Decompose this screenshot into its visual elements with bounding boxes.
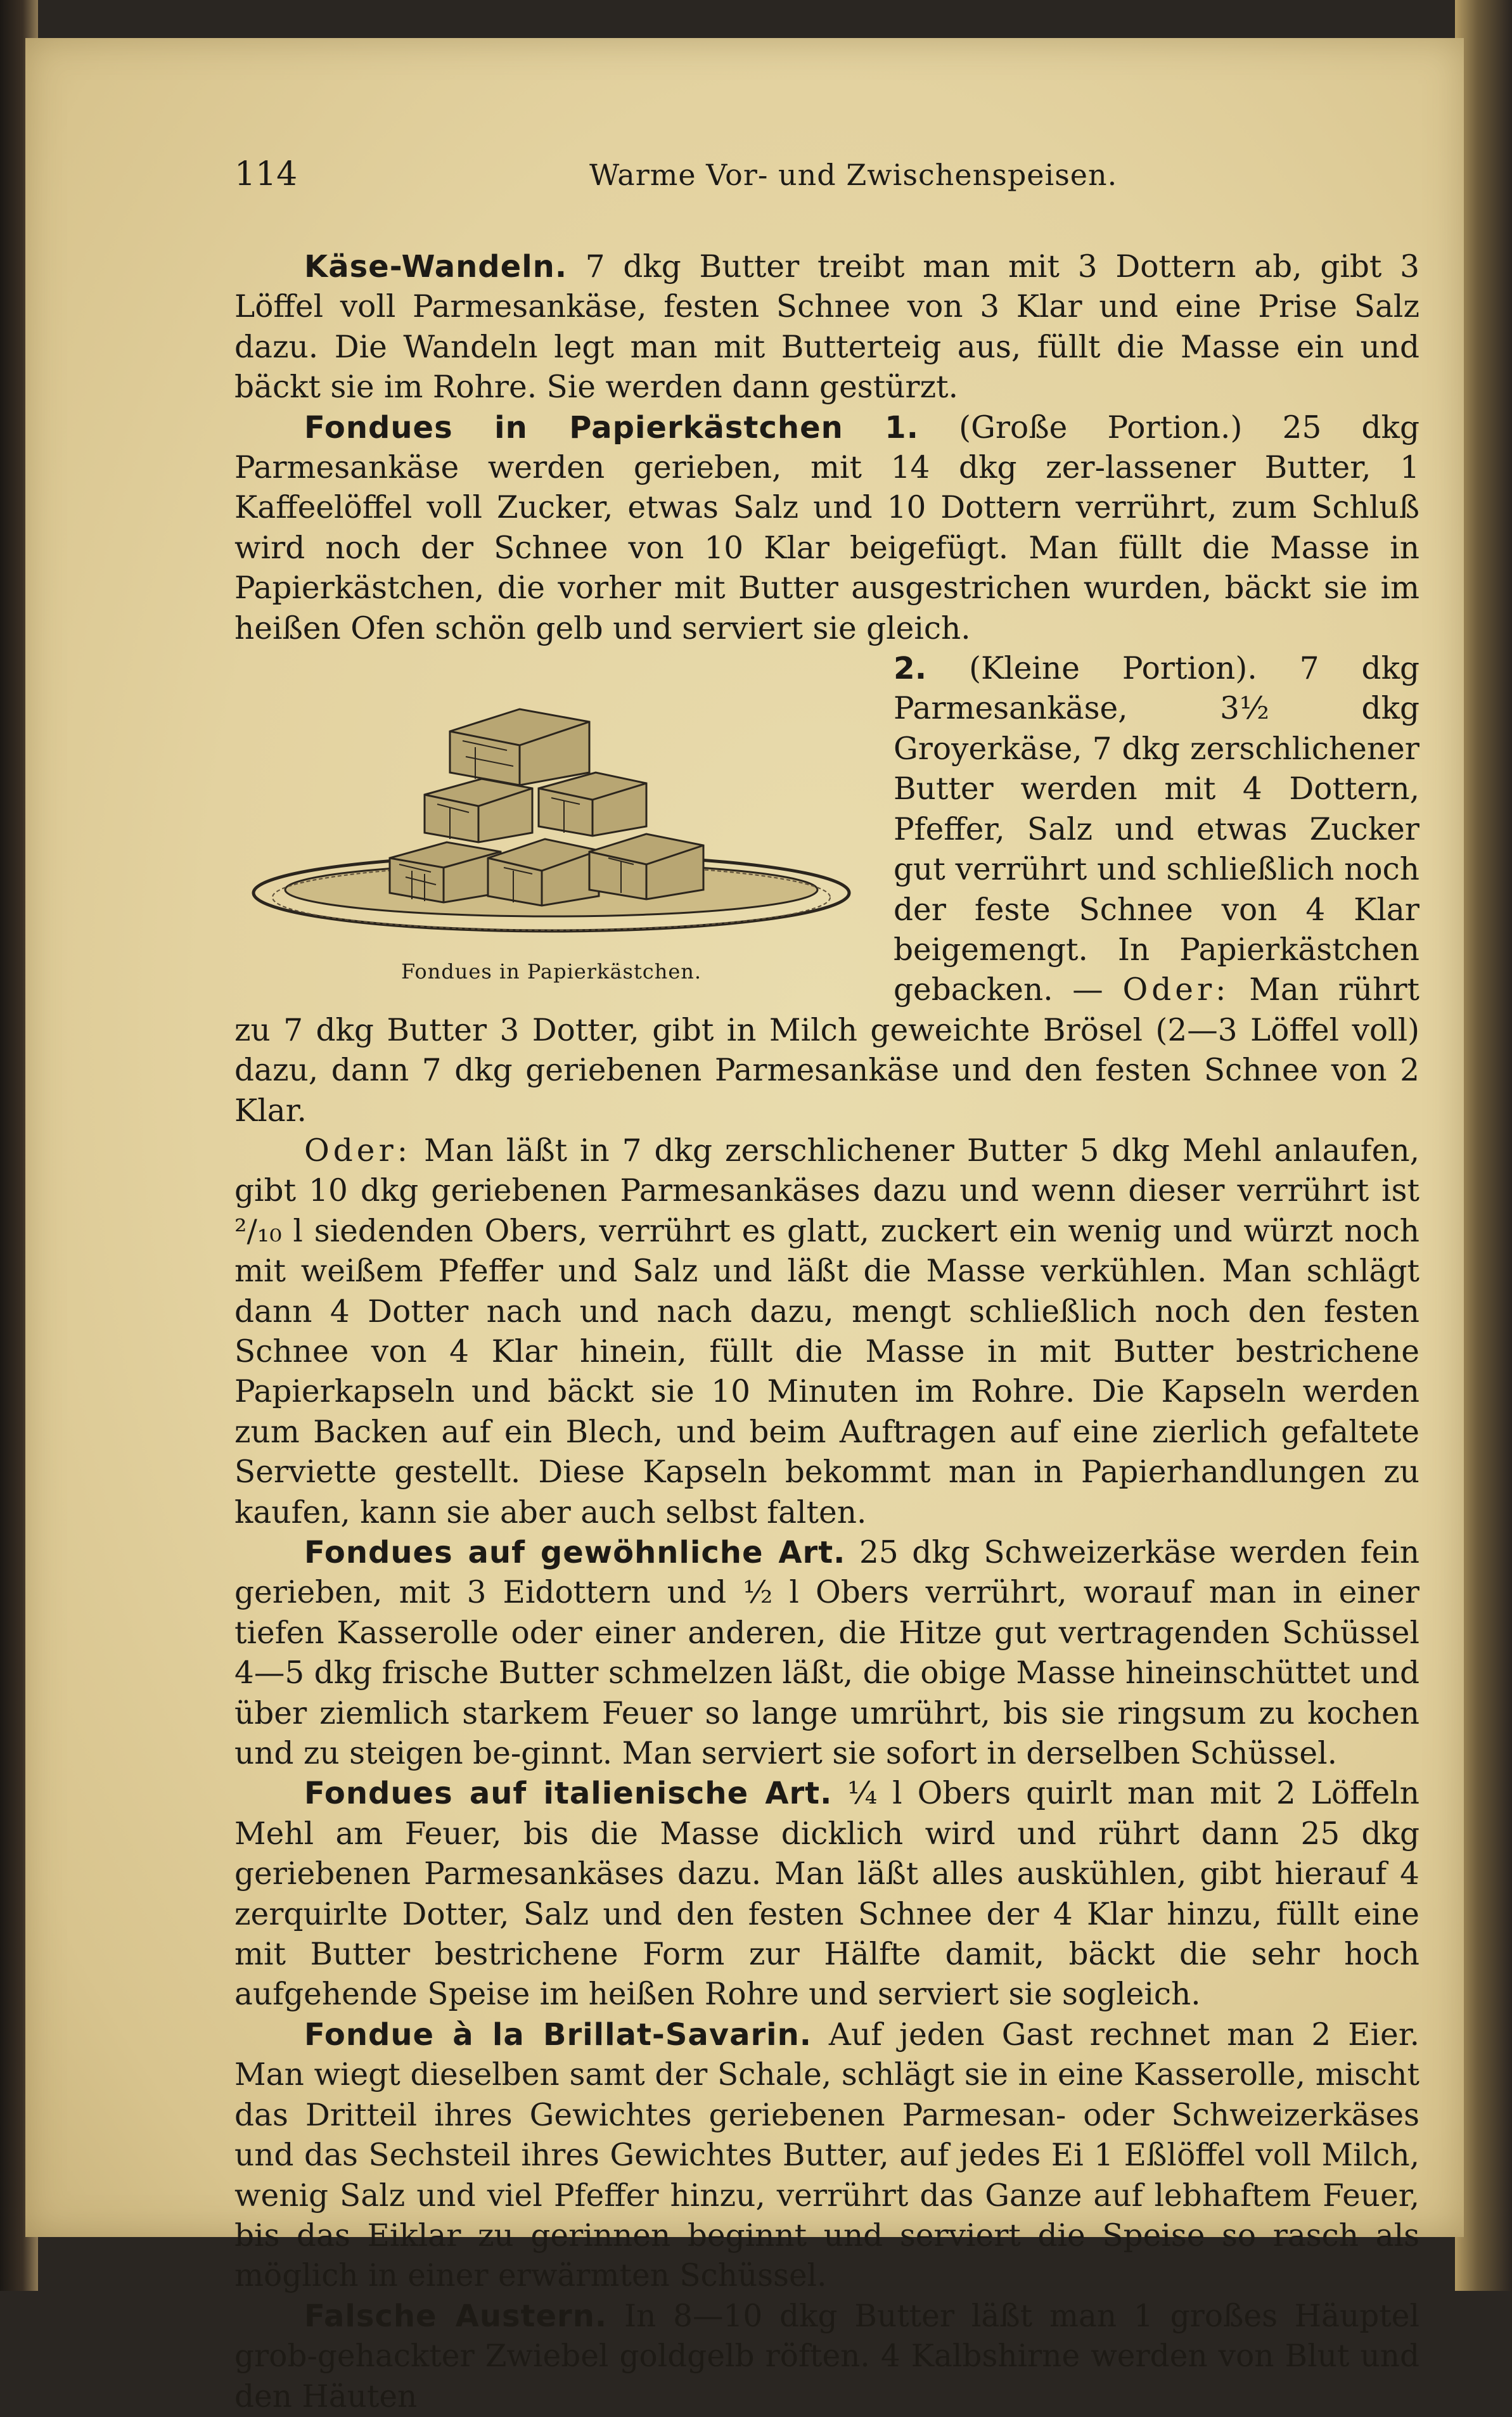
recipe-text: ¼ l Obers quirlt man mit 2 Löffeln Mehl am Feuer, bis die Masse dicklich wird und rührt dann 25 dkg geriebenen Parmesankäses dazu. Man läßt alles auskühlen, gibt hierauf 4 zerquirlte Dotter, Salz und den festen Schnee der 4 Klar hinzu, füllt eine mit Butter bestrichene Form zur Hälfte damit, bäckt die sehr hoch aufgehende Speise im heißen Rohre und serviert sie sogleich.	[234, 1776, 1419, 2013]
recipe-text: Auf jeden Gast rechnet man 2 Eier. Man wiegt dieselben samt der Schale, schlägt sie in eine Kasserolle, mischt das Dritteil ihres Gewichtes geriebenen Parmesan- oder Schweizerkäses und das Sechsteil ihres Gewichtes Butter, auf jedes Ei 1 Eßlöffel voll Milch, wenig Salz und viel Pfeffer hinzu, verrührt das Ganze auf lebhaftem Feuer, bis das Eiklar zu gerinnen beginnt und serviert die Speise so rasch als möglich in einer erwärmten Schüssel.	[234, 2016, 1419, 2294]
recipe-falsche-austern	[234, 2297, 1419, 2417]
recipe-kaese-wandeln	[234, 247, 1419, 408]
running-title: Warme Vor- und Zwischenspeisen.	[589, 158, 1118, 192]
recipe-title: Käse-Wandeln.	[304, 249, 568, 285]
recipe-text: (Große Portion.) 25 dkg Parmesankäse werden gerieben, mit 14 dkg zer-lassener Butter, 1 Kaffeelöffel voll Zucker, etwas Salz und 10 Dottern verrührt, zum Schluß wird noch der Schnee von 10 Klar beigefügt. Man füllt die Masse in Papierkästchen, die vorher mit Butter ausgestrichen wurden, bäckt sie im heißen Ofen schön gelb und serviert sie gleich.	[234, 409, 1419, 646]
recipe-text: In 8—10 dkg Butter läßt man 1 großes Häuptel grob-gehackter Zwiebel goldgelb röften. 4 Kalbshirne werden von Blut und den Häuten	[234, 2298, 1420, 2414]
recipe-title: Fondues auf gewöhnliche Art.	[304, 1535, 846, 1570]
sub-number: 2.	[894, 651, 927, 687]
recipe-fondues-papier-oder	[234, 1131, 1419, 1533]
recipe-fondues-gewoehnlich	[234, 1533, 1419, 1774]
book-page	[25, 38, 1464, 2414]
page-body	[234, 247, 1419, 2417]
figure-caption: Fondues in Papierkästchen.	[400, 959, 702, 984]
oder-label: Oder:	[304, 1132, 412, 1169]
recipe-text: (Kleine Portion). 7 dkg Parmesankäse, 3½ dkg Groyerkäse, 7 dkg zerschlichener Butter werden mit 4 Dottern, Pfeffer, Salz und etwas Zucker gut verrührt und schließlich noch der feste Schnee von 4 Klar beigemengt. In Papierkästchen gebacken. —	[894, 651, 1420, 1008]
recipe-text: Man läßt in 7 dkg zerschlichener Butter 5 dkg Mehl anlaufen, gibt 10 dkg geriebenen Parmesankäses dazu und wenn dieser verrührt ist ²/₁₀ l siedenden Obers, verrührt es glatt, zuckert ein wenig und würzt noch mit weißem Pfeffer und Salz und läßt die Masse verkühlen. Man schlägt dann 4 Dotter nach und nach dazu, mengt schließlich noch den festen Schnee von 4 Klar hinein, füllt die Masse in mit Butter bestrichene Papierkapseln und bäckt sie 10 Minuten im Rohre. Die Kapseln werden zum Backen auf ein Blech, und beim Auftragen auf eine zierlich gefaltete Serviette gestellt. Diese Kapseln bekommt man in Papierhandlungen zu kaufen, kann sie aber auch selbst falten.	[234, 1132, 1419, 1530]
recipe-text: 25 dkg Schweizerkäse werden fein gerieben, mit 3 Eidottern und ½ l Obers verrührt, worauf man in einer tiefen Kasserolle oder einer anderen, die Hitze gut vertragenden Schüssel 4—5 dkg frische Butter schmelzen läßt, die obige Masse hineinschüttet und über ziemlich starkem Feuer so lange umrührt, bis sie ringsum zu kochen und zu steigen be-ginnt. Man serviert sie sofort in derselben Schüssel.	[234, 1535, 1420, 1772]
page-number: 114	[234, 155, 298, 193]
recipe-text: Man rührt zu 7 dkg Butter 3 Dotter, gibt in Milch geweichte Brösel (2—3 Löffel voll) dazu, dann 7 dkg geriebenen Parmesankäse und den festen Schnee von 2 Klar.	[234, 972, 1419, 1129]
recipe-text: 7 dkg Butter treibt man mit 3 Dottern ab, gibt 3 Löffel voll Parmesankäse, festen Schnee von 3 Klar und eine Prise Salz dazu. Die Wandeln legt man mit Butterteig aus, füllt die Masse ein und bäckt sie im Rohre. Sie werden dann gestürzt.	[234, 249, 1420, 406]
recipe-title: Falsche Austern.	[304, 2298, 608, 2334]
recipe-title: Fondues in Papierkästchen 1.	[304, 409, 919, 446]
recipe-title: Fondue à la Brillat-Savarin.	[304, 2016, 812, 2053]
page-header	[234, 155, 1419, 206]
recipe-fondue-brillat	[234, 2015, 1419, 2297]
recipe-title: Fondues auf italienische Art.	[304, 1776, 833, 1812]
recipe-fondues-italienisch	[234, 1774, 1419, 2015]
figure-fondues-illustration	[234, 649, 868, 1004]
fondues-plate-illustration	[234, 649, 868, 947]
oder-label: Oder:	[1122, 972, 1230, 1008]
recipe-fondues-papier	[234, 408, 1419, 649]
